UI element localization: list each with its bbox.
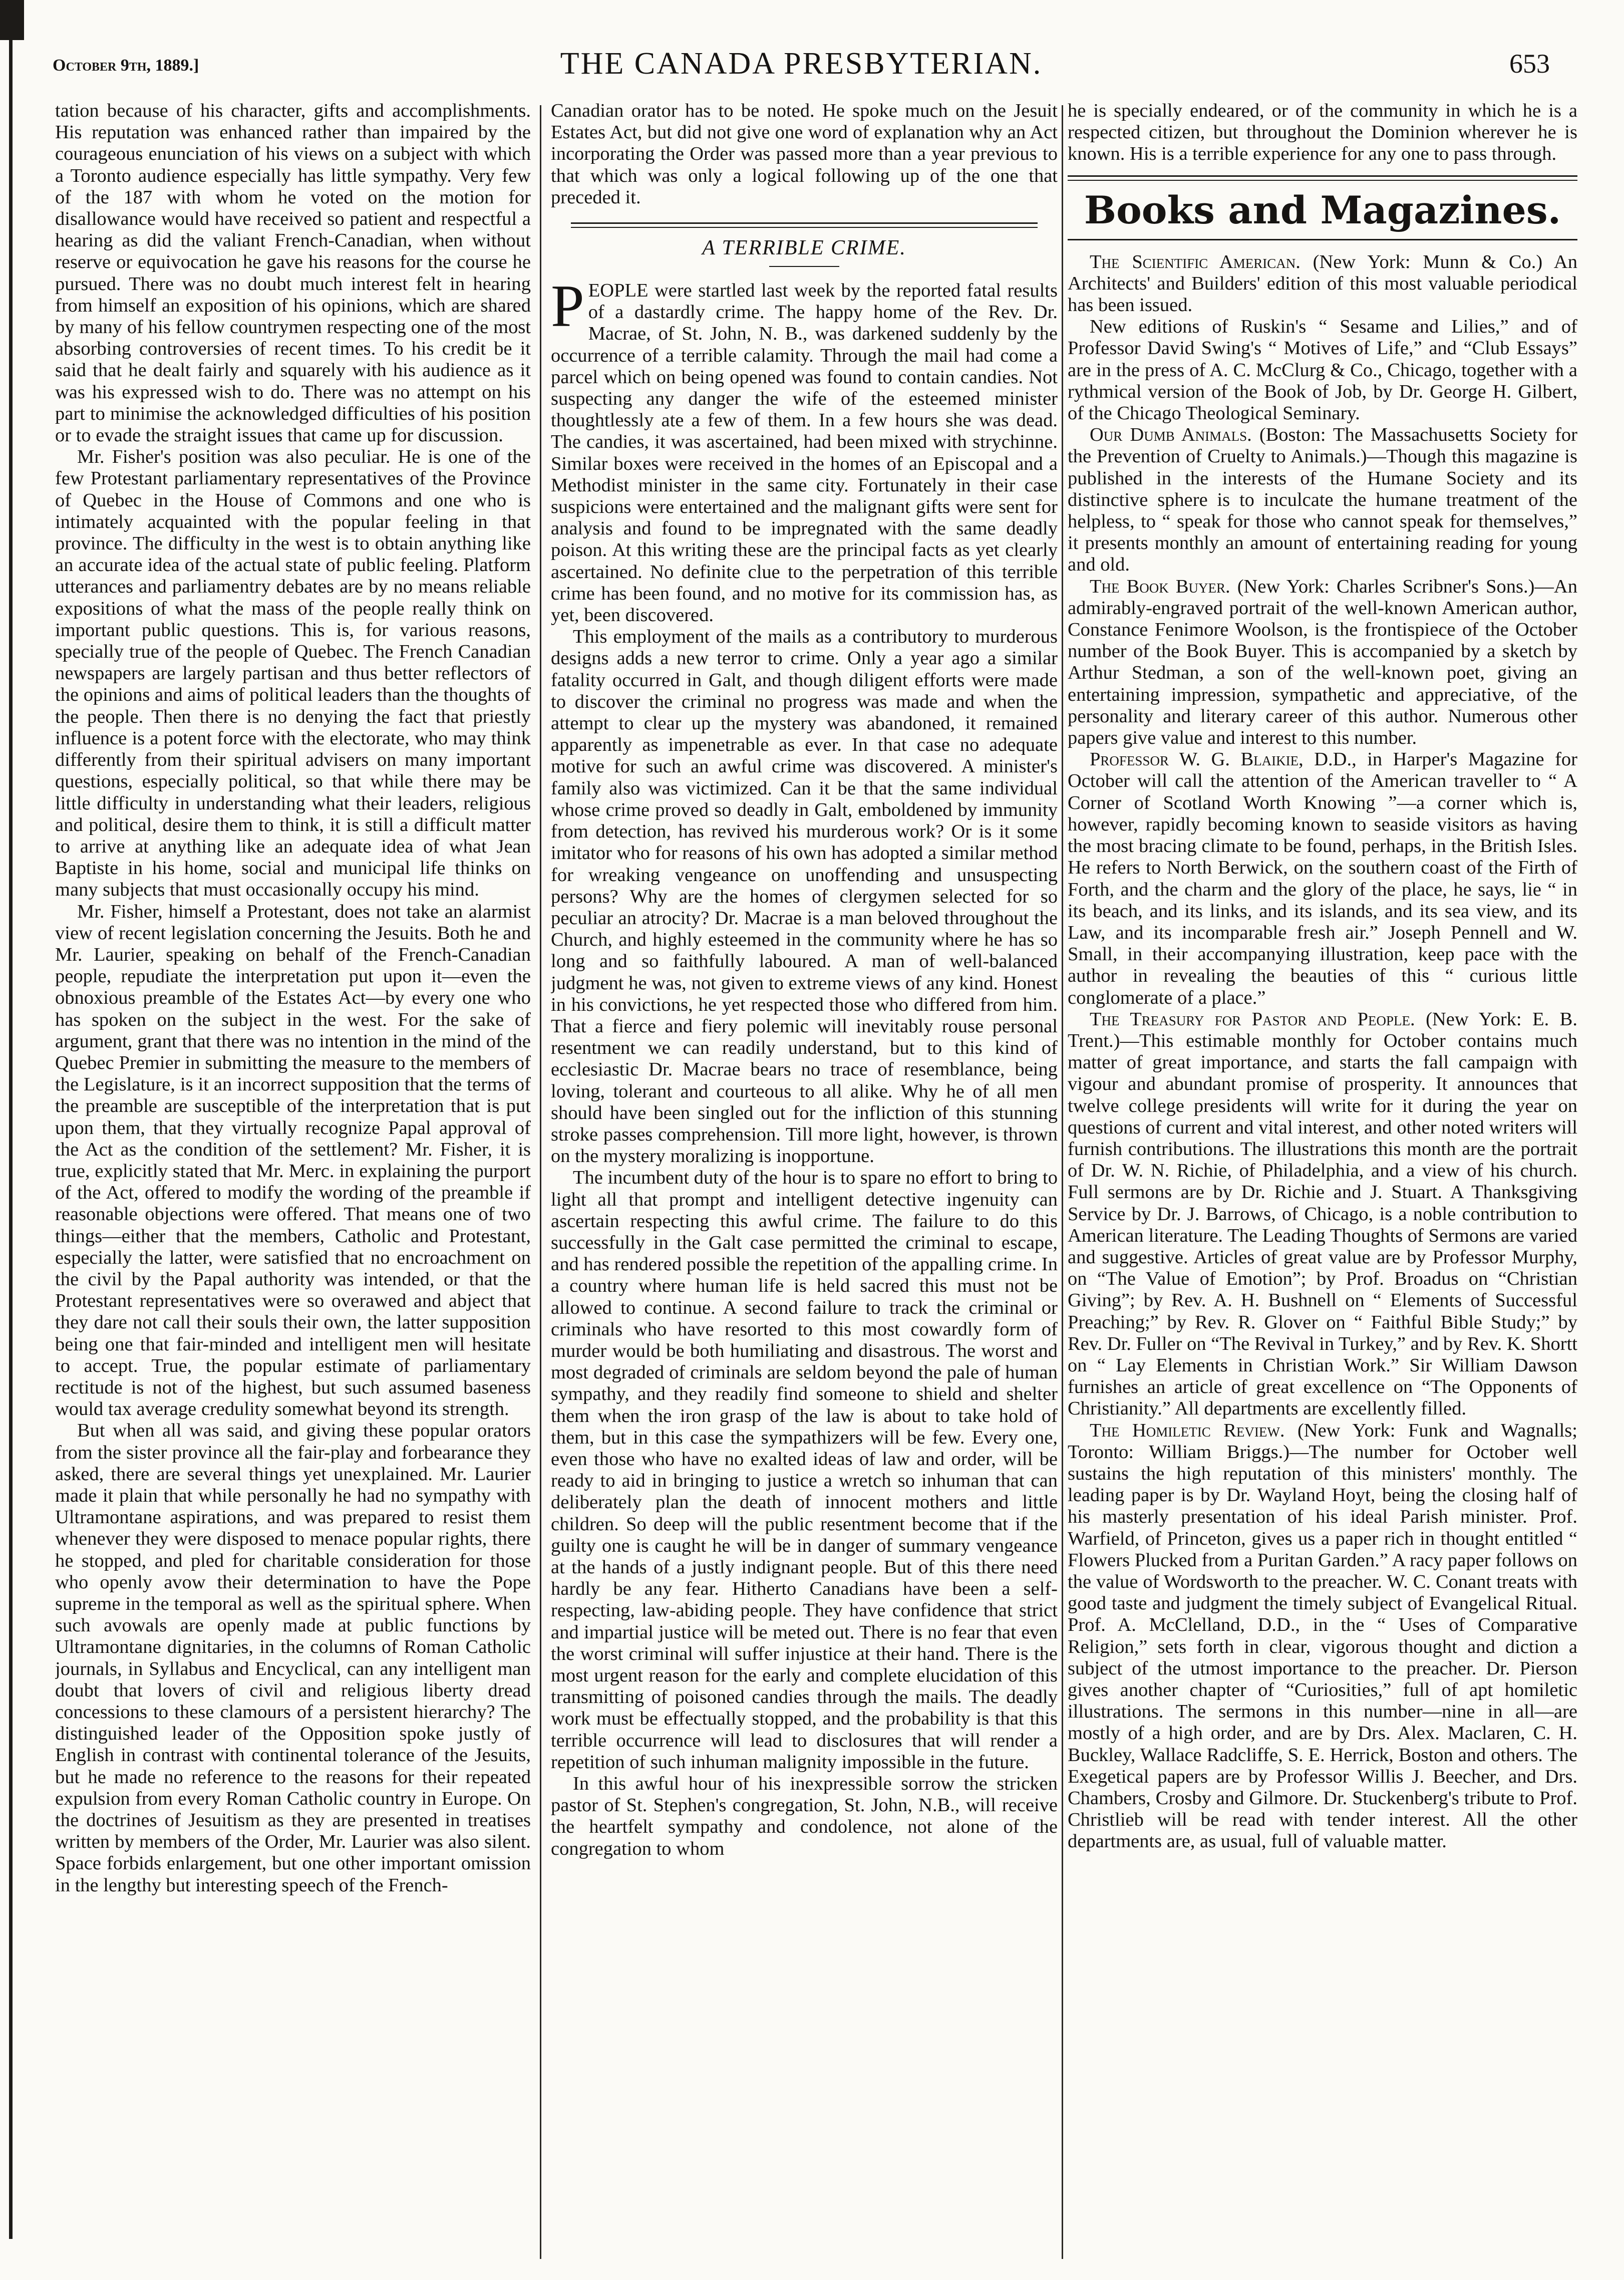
- review-paragraph: [1068, 1420, 1577, 1853]
- review-lead: The Book Buyer.: [1090, 576, 1230, 597]
- article-paragraph: This employment of the mails as a contributory to murderous designs adds a new terror to crime. Only a year ago a similar fatality occurred in Galt, and though diligent efforts were made to discover the criminal no progress was made and when the attempt to clear up the mystery was abandoned, it remained apparently as impenetrable as ever. In that case no adequate motive for such an awful crime was discovered. A minister's family also was victimized. Can it be that the same individual whose crime proved so deadly in Galt, emboldened by immunity from detection, has revived his murderous work? Or is it some imitator who for reasons of his own has adopted a similar method for wreaking vengeance on unoffending and unsuspecting persons? Why are the homes of clergymen selected for so peculiar an atrocity? Dr. Macrae is a man beloved throughout the Church, and highly esteemed in the community where he has so long and so faithfully laboured. A man of well-balanced judgment he was, not given to extreme views of any kind. Honest in his convictions, he yet respected those who differed from him. That a fierce and fiery polemic will inevitably rouse personal resentment we can readily understand, but to this kind of ecclesiastic Dr. Macrae bears no trace of resemblance, being loving, tolerant and courteous to all alike. Why he of all men should have been singled out for the infliction of this stunning stroke passes comprehension. Till more light, however, is thrown on the mystery moralizing is inopportune.: [551, 626, 1058, 1167]
- masthead-title: THE CANADA PRESBYTERIAN.: [560, 47, 1043, 81]
- review-lead: The Scientific American.: [1090, 251, 1301, 272]
- right-column: [1068, 100, 1577, 2264]
- section-heading: Books and Magazines.: [1084, 187, 1561, 232]
- issue-date: October 9th, 1889.]: [53, 56, 199, 75]
- left-paragraph: tation because of his character, gifts and accomplishments. His reputation was enhanced rather than impaired by the courageous enunciation of his views on a subject with which a Toronto audience especially has little sympathy. Very few of the 187 with whom he voted on the motion for disallowance would have received so patient and respectful a hearing as did the valiant French-Canadian, when without reserve or equivocation he gave his reasons for the course he pursued. There was no doubt much interest felt in hearing from himself an exposition of his opinions, which are shared by many of his fellow countrymen respecting one of the most absorbing controversies of recent times. To his credit be it said that he dealt fairly and squarely with his audience as it was his expressed wish to do. There was no attempt on his part to minimise the acknowledged difficulties of his position or to evade the straight issues that came up for discussion.: [55, 100, 531, 446]
- page-header: [53, 46, 1550, 91]
- review-text: (New York: E. B. Trent.)—This estimable monthly for October contains much matter of great importance, and starts the fall campaign with vigour and abundant promise of prosperity. It announces that twelve college presidents will write for it during the year on questions of current and vital interest, and other noted writers will furnish contributions. The illustrations this month are the portrait of Dr. W. N. Richie, of Philadelphia, and a view of his church. Full sermons are by Dr. Richie and J. Stuart. A Thanksgiving Service by Dr. J. Barrows, of Chicago, is a noble contribution to American literature. The Leading Thoughts of Sermons are varied and suggestive. Articles of great value are by Professor Murphy, on “The Value of Emotion”; by Prof. Broadus on “Christian Giving”; by Rev. A. H. Bushnell on “ Elements of Successful Preaching;” by Rev. R. Glover on “ Faithful Bible Study;” by Rev. Dr. Fuller on “The Revival in Turkey,” and by Rev. K. Shortt on “ Lay Elements in Christian Work.” Sir William Dawson furnishes an article of great excellence on “The Opponents of Christianity.” All departments are excellently filled.: [1068, 1008, 1577, 1419]
- section-heading-rule: [1068, 239, 1577, 240]
- left-paragraph: Mr. Fisher, himself a Protestant, does not take an alarmist view of recent legislation concerning the Jesuits. Both he and Mr. Laurier, speaking on behalf of the French-Canadian people, repudiate the interpretation put upon it—even the obnoxious preamble of the Estates Act—by every one who has spoken on the subject in the west. For the sake of argument, grant that there was no intention in the mind of the Quebec Premier in submitting the measure to the members of the Legislature, is it an incorrect supposition that the terms of the preamble are susceptible of the interpretation that is put upon them, that they virtually recognize Papal approval of the Act as the condition of the settlement? Mr. Fisher, it is true, explicitly stated that Mr. Merc. in explaining the purport of the Act, offered to modify the wording of the preamble if reasonable objections were offered. That means one of two things—either that the members, Catholic and Protestant, especially the latter, were satisfied that no encroachment on the civil by the Papal authority was intended, or that the Protestant representatives were so overawed and abject that they dare not call their souls their own, the latter supposition being one that fair-minded and intelligent men will hesitate to accept. True, the popular estimate of parliamentary rectitude is not of the highest, but such assumed baseness would tax average credulity somewhat beyond its strength.: [55, 901, 531, 1420]
- review-paragraph: [1068, 749, 1577, 1008]
- column-divider-right: [1062, 105, 1063, 2259]
- middle-intro-paragraph: Canadian orator has to be noted. He spoke much on the Jesuit Estates Act, but did not give one word of explanation why an Act incorporating the Order was passed more than a year previous to that which was only a logical following up of the one that preceded it.: [551, 100, 1058, 208]
- page-number: 653: [1509, 49, 1550, 79]
- review-paragraph: [1068, 251, 1577, 317]
- section-double-rule: [1068, 175, 1577, 181]
- review-paragraph: [1068, 1009, 1577, 1420]
- column-divider-left: [540, 105, 541, 2259]
- article-first-paragraph: [551, 272, 1058, 626]
- review-lead: The Treasury for Pastor and People.: [1090, 1008, 1415, 1030]
- title-short-rule: [769, 266, 839, 267]
- article-title: A TERRIBLE CRIME.: [702, 236, 906, 260]
- left-column: [55, 100, 531, 2264]
- left-margin-rule: [9, 10, 13, 2239]
- review-lead: The Homiletic Review.: [1090, 1419, 1285, 1441]
- review-text: in Harper's Magazine for October will call the attention of the American traveller to “ A Corner of Scotland Worth Knowing ”—a corner which is, however, rapidly becoming known to seaside visitors as having the most bracing climate to be found, perhaps, in the British Isles. He refers to North Berwick, on the southern coast of the Firth of Forth, and the charm and the glory of the place, he says, lie “ in its beach, and its links, and its islands, and its sea view, and its Law, and its incomparable fresh air.” Joseph Pennell and W. Small, in their accompanying illustration, keep pace with the author in revealing the beauties of this “ curious little conglomerate of a place.”: [1068, 749, 1577, 1008]
- review-text: New editions of Ruskin's “ Sesame and Lilies,” and of Professor David Swing's “ Motives of Life,” and “Club Essays” are in the press of A. C. McClurg & Co., Chicago, together with a rythmical version of the Book of Job, by Dr. George H. Gilbert, of the Chicago Theological Seminary.: [1068, 316, 1577, 424]
- first-paragraph-text: EOPLE were startled last week by the reported fatal results of a dastardly crime. The happy home of the Rev. Dr. Macrae, of St. John, N. B., was darkened suddenly by the occurrence of a terrible calamity. Through the mail had come a parcel which on being opened was found to contain candies. Not suspecting any danger the wife of the esteemed minister thoughtlessly ate a few of them. In a few hours she was dead. The candies, it was ascertained, had been mixed with strychinne. Similar boxes were received in the homes of an Episcopal and a Methodist minister in the same city. Fortunately in their case suspicions were entertained and the malignant gifts were sent for analysis and found to be impregnated with the same deadly poison. At this writing these are the principal facts as yet clearly ascertained. No definite clue to the perpetration of this terrible crime has been found, and no motive for its commission has, as yet, been discovered.: [551, 280, 1058, 626]
- review-lead: Professor W. G. Blaikie, D.D.,: [1090, 749, 1357, 770]
- review-text: (New York: Munn & Co.) An Architects' and Builders' edition of this most valuable periodical has been issued.: [1068, 251, 1577, 316]
- review-paragraph: [1068, 576, 1577, 749]
- article-paragraph: In this awful hour of his inexpressible sorrow the stricken pastor of St. Stephen's congregation, St. John, N.B., will receive the heartfelt sympathy and condolence, not alone of the congregation to whom: [551, 1773, 1058, 1859]
- review-paragraph: [1068, 316, 1577, 424]
- review-text: (New York: Funk and Wagnalls; Toronto: William Briggs.)—The number for October well sustains the high reputation of this ministers' monthly. The leading paper is by Dr. Wayland Hoyt, being the closing half of his masterly presentation of his ideal Parish minister. Prof. Warfield, of Princeton, gives us a paper rich in thought entitled “ Flowers Plucked from a Puritan Garden.” A racy paper follows on the value of Wordsworth to the preacher. W. C. Conant treats with good taste and judgment the timely subject of Evangelical Ritual. Prof. A. McClelland, D.D., in the “ Uses of Comparative Religion,” sets forth in clear, vigorous thought and diction a subject of the utmost importance to the preacher. Dr. Pierson gives another chapter of “Curiosities,” full of apt homiletic illustrations. The sermons in this number—nine in all—are mostly of a high order, and are by Drs. Alex. Maclaren, C. H. Buckley, Wallace Radcliffe, S. E. Herrick, Boston and others. The Exegetical papers are by Professor Willis J. Beecher, and Drs. Chambers, Crosby and Gilmore. Dr. Stuckenberg's tribute to Prof. Christlieb will be read with tender interest. All the other departments are, as usual, full of valuable matter.: [1068, 1419, 1577, 1852]
- left-paragraph: But when all was said, and giving these popular orators from the sister province all the fair-play and forbearance they asked, there are several things yet unexplained. Mr. Laurier made it plain that while personally he had no sympathy with Ultramontane aspirations, and was prepared to resist them whenever they were disposed to menace popular rights, there he stopped, and pled for charitable consideration for those who openly avow their determination to have the Pope supreme in the temporal as well as the spiritual sphere. When such avowals are openly made at public functions by Ultramontane dignitaries, in the columns of Roman Catholic journals, in Syllabus and Encyclical, can any intelligent man doubt that lovers of civil and religious liberty dread concessions to these clamours of a persistent hierarchy? The distinguished leader of the Opposition spoke justly of English in contrast with continental tolerance of the Jesuits, but he made no reference to the reasons for their repeated expulsion from every Roman Catholic country in Europe. On the doctrines of Jesuitism as they are presented in treatises written by members of the Order, Mr. Laurier was also silent. Space forbids enlargement, but one other important omission in the lengthy but interesting speech of the French-: [55, 1420, 531, 1896]
- review-text: (Boston: The Massachusetts Society for the Prevention of Cruelty to Animals.)—Though this magazine is published in the interests of the Humane Society and its distinctive sphere is to inculcate the humane treatment of the helpless, to “ speak for those who cannot speak for themselves,” it presents monthly an amount of entertaining reading for young and old.: [1068, 424, 1577, 576]
- review-text: (New York: Charles Scribner's Sons.)—An admirably-engraved portrait of the well-known American author, Constance Fenimore Woolson, is the frontispiece of the October number of the Book Buyer. This is accompanied by a sketch by Arthur Stedman, a son of the well-known poet, giving an entertaining impression, sympathetic and appreciative, of the personality and literary career of this author. Numerous other papers give value and interest to this number.: [1068, 576, 1577, 749]
- middle-column: [551, 100, 1058, 2264]
- article-paragraph: The incumbent duty of the hour is to spare no effort to bring to light all that prompt and intelligent detective ingenuity can ascertain respecting this awful crime. The failure to do this successfully in the Galt case permitted the criminal to escape, and has rendered possible the repetition of the appalling crime. In a country where human life is held sacred this must not be allowed to continue. A second failure to track the criminal or criminals who have resorted to this most cowardly form of murder would be both humiliating and disastrous. The worst and most degraded of criminals are seldom beyond the pale of human sympathy, and they readily find someone to shield and shelter them when the iron grasp of the law is about to take hold of them, but in this case the sympathizers will be few. Every one, even those who have no exalted ideas of law and order, will be ready to aid in bringing to justice a wretch so inhuman that can deliberately plan the death of innocent mothers and little children. So deep will the public resentment become that if the guilty one is caught he will be in danger of summary vengeance at the hands of a justly indignant people. But of this there need hardly be any fear. Hitherto Canadians have been a self-respecting, law-abiding people. They have confidence that strict and impartial justice will be meted out. There is no fear that even the worst criminal will suffer injustice at their hand. There is the most urgent reason for the early and complete elucidation of this transmitting of poisoned candies through the mails. The deadly work must be effectually stopped, and the probability is that this terrible occurrence will lead to disclosures that will render a repetition of such inhuman malignity impossible in the future.: [551, 1167, 1058, 1773]
- left-paragraph: Mr. Fisher's position was also peculiar. He is one of the few Protestant parliamentary representatives of the Province of Quebec in the House of Commons and one who is intimately acquainted with the popular feeling in that province. The difficulty in the west is to obtain anything like an accurate idea of the actual state of public feeling. Platform utterances and parliamentry debates are by no means reliable expositions of what the mass of the people really think on important public questions. This is, for various reasons, specially true of the people of Quebec. The French Canadian newspapers are largely partisan and thus better reflectors of the opinions and aims of political leaders than the thoughts of the people. Then there is no denying the fact that priestly influence is a potent force with the electorate, who may think differently from their spiritual advisers on many important questions, especially political, so that while there may be little difficulty in understanding what their leaders, religious and political, desire them to think, it is still a difficult matter to arrive at anything like an adequate idea of what Jean Baptiste in his home, social and municipal life thinks on many subjects that must occasionally occupy his mind.: [55, 446, 531, 901]
- title-double-rule: [571, 222, 1038, 228]
- right-intro-paragraph: he is specially endeared, or of the community in which he is a respected citizen, but throughout the Dominion wherever he is known. His is a terrible experience for any one to pass through.: [1068, 100, 1577, 165]
- drop-cap-letter: P: [551, 272, 584, 340]
- review-lead: Our Dumb Animals.: [1090, 424, 1252, 446]
- review-paragraph: [1068, 424, 1577, 576]
